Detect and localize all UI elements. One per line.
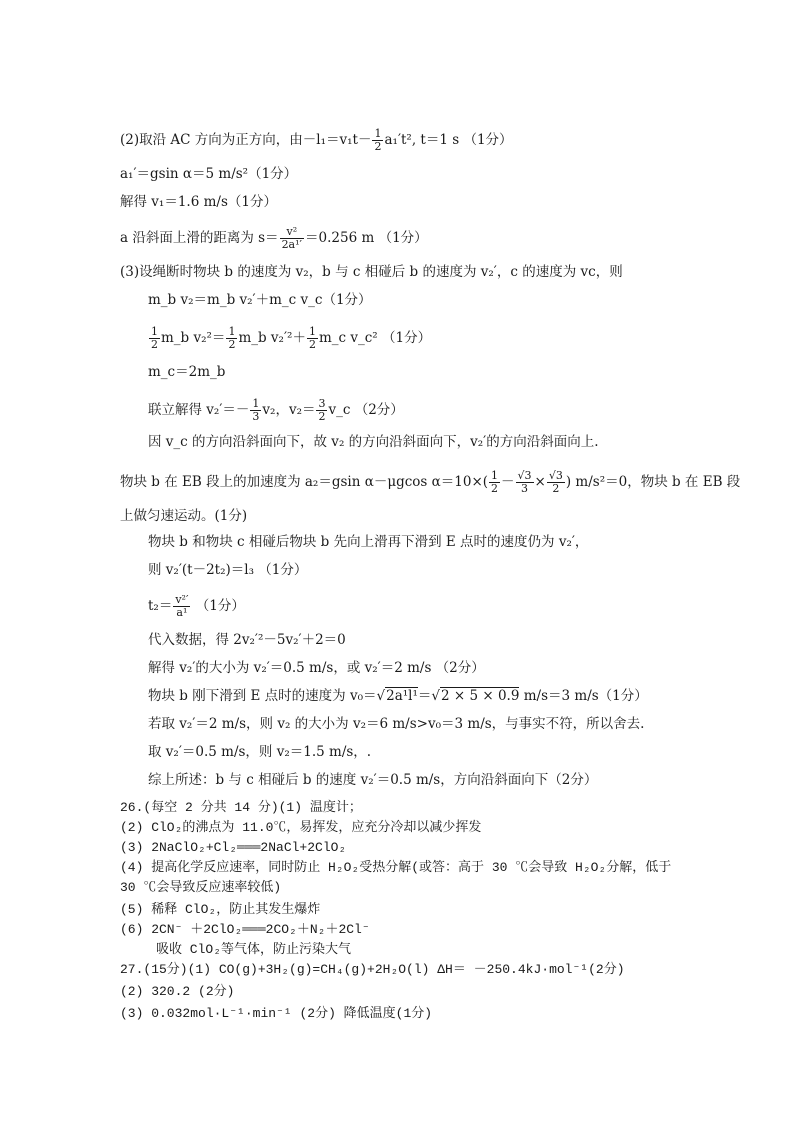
text-segment: (4) 提高化学反应速率，同时防止 H₂O₂受热分解(或答：高于 30 ℃会导致 H₂O₂分解，低于 [120, 860, 672, 875]
fraction-numerator: v² [280, 226, 304, 239]
text-line-l18 [148, 686, 648, 706]
text-segment: （1分） [191, 598, 245, 614]
text-line-l22 [120, 798, 362, 818]
text-line-l28 [120, 920, 370, 940]
fraction-denominator: 2 [308, 338, 316, 351]
text-segment: (2) 320.2 (2分) [120, 984, 235, 999]
text-segment: (2)取沿 AC 方向为正方向，由－l₁＝v₁t－ [120, 132, 372, 148]
text-segment: ) m/s²＝0，物块 b 在 EB 段 [565, 474, 741, 490]
text-line-l04 [120, 226, 428, 251]
fraction-numerator: √3 [517, 469, 532, 482]
fraction-numerator: v²′ [175, 593, 189, 606]
sqrt-radicand: 2 × 5 × 0.9 [441, 688, 520, 704]
text-line-l10 [148, 432, 599, 452]
fraction-denominator: 2 [151, 338, 158, 351]
text-line-l24 [120, 838, 346, 858]
fraction-numerator: 1 [228, 325, 236, 338]
text-segment: 综上所述：b 与 c 相碰后 b 的速度 v₂′＝0.5 m/s，方向沿斜面向下（2分） [148, 772, 598, 788]
text-line-l05 [120, 262, 623, 282]
square-root [431, 687, 519, 704]
text-segment: t₂＝ [148, 598, 173, 614]
text-line-l30 [120, 960, 625, 980]
text-segment: 26.(每空 2 分共 14 分)(1) 温度计； [120, 800, 362, 815]
text-segment: m_b v₂＝m_b v₂′＋m_c v_c（1分） [148, 292, 372, 308]
fraction [489, 470, 500, 495]
text-segment: a₁′t², t＝1 s （1分） [384, 132, 513, 148]
square-root [377, 687, 418, 704]
fraction [516, 470, 534, 495]
text-segment: (6) 2CN⁻ ＋2ClO₂═══2CO₂＋N₂＋2Cl⁻ [120, 922, 370, 937]
text-line-l23 [120, 818, 481, 838]
text-line-l19 [148, 714, 644, 734]
text-segment: 物块 b 和物块 c 相碰后物块 b 先向上滑再下滑到 E 点时的速度仍为 v₂′， [148, 534, 589, 550]
text-segment: m_b v₂²＝ [161, 330, 226, 346]
fraction [316, 398, 327, 423]
fraction-denominator: 2 [228, 338, 236, 351]
text-segment: 解得 v₁＝1.6 m/s（1分） [120, 194, 277, 210]
text-line-l12 [120, 506, 247, 526]
text-segment: 物块 b 刚下滑到 E 点时的速度为 v₀＝ [148, 688, 377, 704]
text-line-l07 [148, 326, 431, 351]
fraction-numerator: 3 [318, 397, 326, 410]
fraction-denominator: 2 [318, 410, 326, 423]
fraction-denominator: 2 [374, 140, 382, 153]
text-segment: 上做匀速运动。(1分) [120, 508, 248, 524]
text-segment: 30 ℃会导致反应速率较低) [120, 880, 282, 895]
text-segment: － [501, 474, 515, 490]
fraction [149, 326, 160, 351]
fraction [226, 326, 237, 351]
fraction-numerator: 1 [491, 469, 499, 482]
text-segment: (3) 0.032mol·L⁻¹·min⁻¹ (2分) 降低温度(1分) [120, 1006, 433, 1021]
fraction [173, 594, 190, 619]
text-segment: (2) ClO₂的沸点为 11.0℃，易挥发，应充分冷却以减少挥发 [120, 820, 482, 835]
fraction-denominator: 3 [252, 410, 260, 423]
text-line-l06 [148, 290, 372, 310]
text-line-l21 [148, 770, 597, 790]
text-line-l01 [120, 128, 513, 153]
text-line-l29 [156, 940, 351, 960]
fraction-denominator: 3 [521, 482, 529, 495]
text-segment: × [534, 474, 546, 490]
text-segment: (3) 2NaClO₂+Cl₂═══2NaCl+2ClO₂ [120, 840, 347, 855]
fraction-denominator: 2 [491, 482, 499, 495]
fraction [547, 470, 565, 495]
text-line-l09 [148, 398, 404, 423]
fraction [280, 226, 304, 251]
text-line-l15 [148, 594, 245, 619]
text-segment: a₁′＝gsin α＝5 m/s²（1分） [120, 166, 298, 182]
text-line-l13 [148, 532, 588, 552]
text-segment: 联立解得 v₂′＝－ [148, 402, 250, 418]
text-segment: 物块 b 在 EB 段上的加速度为 a₂＝gsin α－μgcos α＝10×( [120, 474, 489, 490]
text-line-l02 [120, 164, 297, 184]
sqrt-radicand: 2a¹l¹ [386, 688, 418, 704]
sqrt-sign: √ [376, 688, 386, 704]
fraction-denominator: a¹ [176, 606, 188, 619]
fraction [372, 128, 383, 153]
text-line-l31 [120, 982, 234, 1002]
text-segment: 取 v₂′＝0.5 m/s，则 v₂＝1.5 m/s，. [148, 744, 372, 760]
text-segment: v₂，v₂＝ [262, 402, 316, 418]
text-line-l11 [120, 470, 740, 495]
fraction [250, 398, 261, 423]
fraction-numerator: 1 [151, 325, 158, 338]
text-segment: ＝0.256 m （1分） [305, 230, 428, 246]
text-segment: 27.(15分)(1) CO(g)+3H₂(g)=CH₄(g)+2H₂O(l) ΔH＝ －250.4kJ·mol⁻¹(2分) [120, 962, 625, 977]
fraction-numerator: 1 [374, 127, 382, 140]
text-segment: 则 v₂′(t－2t₂)＝l₃ （1分） [148, 562, 308, 578]
text-segment: m_b v₂′²＋ [238, 330, 306, 346]
text-segment: 吸收 ClO₂等气体，防止污染大气 [156, 942, 352, 957]
text-line-l32 [120, 1004, 432, 1024]
text-segment: 若取 v₂′＝2 m/s，则 v₂ 的大小为 v₂＝6 m/s>v₀＝3 m/s，与事实不符，所以舍去. [148, 716, 645, 732]
text-segment: v_c （2分） [328, 402, 404, 418]
text-line-l17 [148, 658, 485, 678]
text-segment: 解得 v₂′的大小为 v₂′＝0.5 m/s，或 v₂′＝2 m/s （2分） [148, 660, 485, 676]
text-segment: m_c＝2m_b [148, 364, 226, 380]
text-segment: 因 v_c 的方向沿斜面向下，故 v₂ 的方向沿斜面向下，v₂′的方向沿斜面向上. [148, 434, 599, 450]
text-line-l20 [148, 742, 371, 762]
text-line-l26 [120, 878, 281, 898]
text-segment: ＝ [417, 688, 432, 704]
fraction [307, 326, 318, 351]
text-line-l16 [148, 630, 346, 650]
text-line-l08 [148, 362, 225, 382]
text-segment: (3)设绳断时物块 b 的速度为 v₂，b 与 c 相碰后 b 的速度为 v₂′，c 的速度为 vc，则 [120, 264, 623, 280]
text-segment: a 沿斜面上滑的距离为 s＝ [120, 230, 279, 246]
text-segment: 代入数据，得 2v₂′²－5v₂′＋2＝0 [148, 632, 346, 648]
text-segment: m_c v_c² （1分） [318, 330, 432, 346]
fraction-denominator: 2 [552, 482, 560, 495]
text-line-l25 [120, 858, 671, 878]
fraction-numerator: 1 [308, 325, 316, 338]
text-line-l14 [148, 560, 307, 580]
fraction-denominator: 2a¹′ [281, 238, 303, 251]
sqrt-sign: √ [431, 688, 440, 704]
text-line-l03 [120, 192, 277, 212]
text-segment: m/s＝3 m/s（1分） [519, 688, 648, 704]
text-segment: (5) 稀释 ClO₂，防止其发生爆炸 [120, 902, 321, 917]
fraction-numerator: √3 [548, 469, 563, 482]
text-line-l27 [120, 900, 320, 920]
fraction-numerator: 1 [252, 397, 260, 410]
